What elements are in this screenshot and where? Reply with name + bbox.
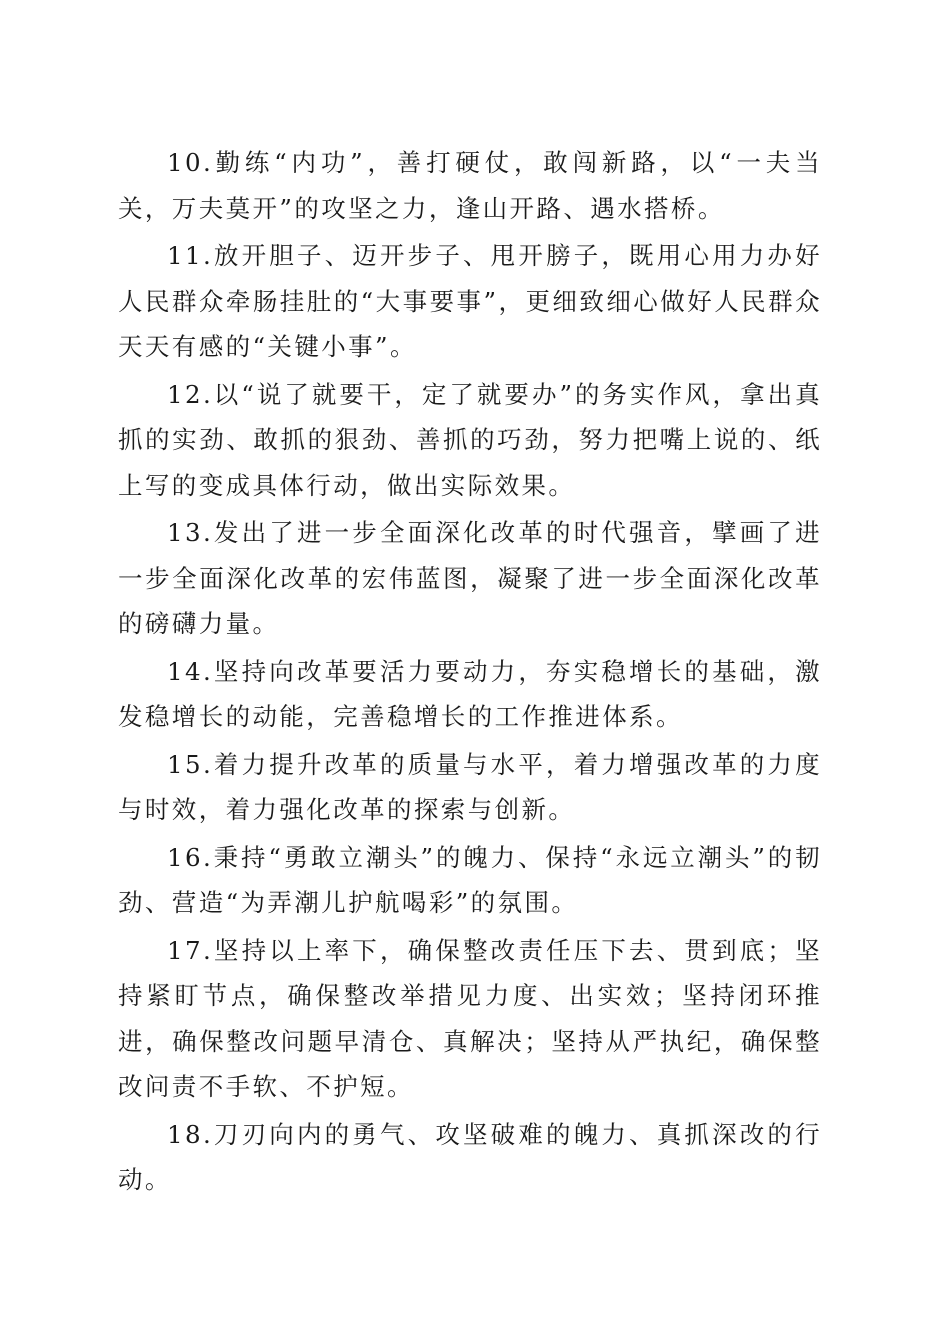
document-body: [118, 140, 822, 1205]
paragraph-12: 12.以“说了就要干，定了就要办”的务实作风，拿出真抓的实劲、敢抓的狠劲、善抓的巧劲，努力把嘴上说的、纸上写的变成具体行动，做出实际效果。: [118, 379, 822, 500]
paragraph-17: 17.坚持以上率下，确保整改责任压下去、贯到底；坚持紧盯节点，确保整改举措见力度、出实效；坚持闭环推进，确保整改问题早清仓、真解决；坚持从严执纪，确保整改问责不手软、不护短。: [118, 935, 822, 1101]
paragraph-15: 15.着力提升改革的质量与水平，着力增强改革的力度与时效，着力强化改革的探索与创新。: [118, 749, 822, 824]
paragraph-18: 18.刀刃向内的勇气、攻坚破难的魄力、真抓深改的行动。: [118, 1119, 822, 1194]
paragraph-13: 13.发出了进一步全面深化改革的时代强音，擘画了进一步全面深化改革的宏伟蓝图，凝聚了进一步全面深化改革的磅礴力量。: [118, 518, 822, 638]
paragraph-11: 11.放开胆子、迈开步子、甩开膀子，既用心用力办好人民群众牵肠挂肚的“大事要事”，更细致细心做好人民群众天天有感的“关键小事”。: [118, 241, 822, 361]
paragraph-14: 14.坚持向改革要活力要动力，夯实稳增长的基础，激发稳增长的动能，完善稳增长的工作推进体系。: [118, 656, 822, 731]
paragraph-16: 16.秉持“勇敢立潮头”的魄力、保持“永远立潮头”的韧劲、营造“为弄潮儿护航喝彩”的氛围。: [118, 842, 822, 917]
paragraph-10: 10.勤练“内功”，善打硬仗，敢闯新路，以“一夫当关，万夫莫开”的攻坚之力，逢山开路、遇水搭桥。: [118, 148, 822, 223]
